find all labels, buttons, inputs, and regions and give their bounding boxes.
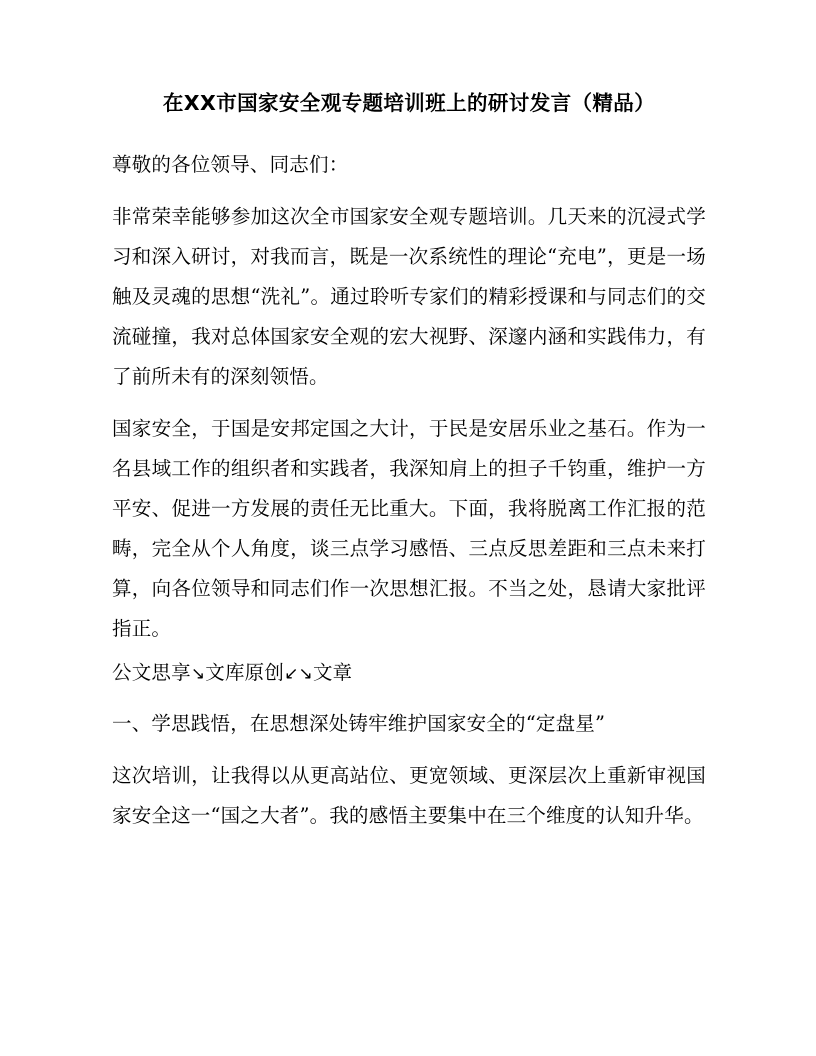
section-heading-1: 一、学思践悟，在思想深处铸牢维护国家安全的“定盘星” bbox=[112, 711, 606, 735]
body-paragraph-2: 国家安全，于国是安邦定国之大计，于民是安居乐业之基石。作为一名县域工作的组织者和实践者，我深知肩上的担子千钧重，维护一方平安、促进一方发展的责任无比重大。下面，我将脱离工作汇报的范畴，完全从个人角度，谈三点学习感悟、三点反思差距和三点未来打算，向各位领导和同志们作一次思想汇报。不当之处，恳请大家批评指正。 bbox=[112, 416, 706, 640]
body-paragraph-1: 非常荣幸能够参加这次全市国家安全观专题培训。几天来的沉浸式学习和深入研讨，对我而言，既是一次系统性的理论“充电”，更是一场触及灵魂的思想“洗礼”。通过聆听专家们的精彩授课和与同志们的交流碰撞，我对总体国家安全观的宏大视野、深邃内涵和实践伟力，有了前所未有的深刻领悟。 bbox=[112, 204, 706, 388]
salutation-paragraph: 尊敬的各位领导、同志们： bbox=[112, 152, 349, 176]
attribution-text-1: 公文思享 bbox=[112, 660, 191, 684]
arrow-down-right-icon: ↘ bbox=[190, 663, 206, 684]
attribution-text-3: 文章 bbox=[312, 660, 353, 684]
attribution-text-2: 文库原创 bbox=[205, 660, 285, 684]
page-title: 在XX市国家安全观专题培训班上的研讨发言（精品） bbox=[162, 91, 656, 115]
arrow-down-left-icon: ↙ bbox=[284, 663, 299, 684]
section-body-paragraph-1: 这次培训，让我得以从更高站位、更宽领域、更深层次上重新审视国家安全这一“国之大者”。我的感悟主要集中在三个维度的认知升华。 bbox=[112, 763, 706, 827]
arrow-down-right-icon-2: ↘ bbox=[298, 663, 313, 684]
attribution-line bbox=[112, 653, 706, 694]
